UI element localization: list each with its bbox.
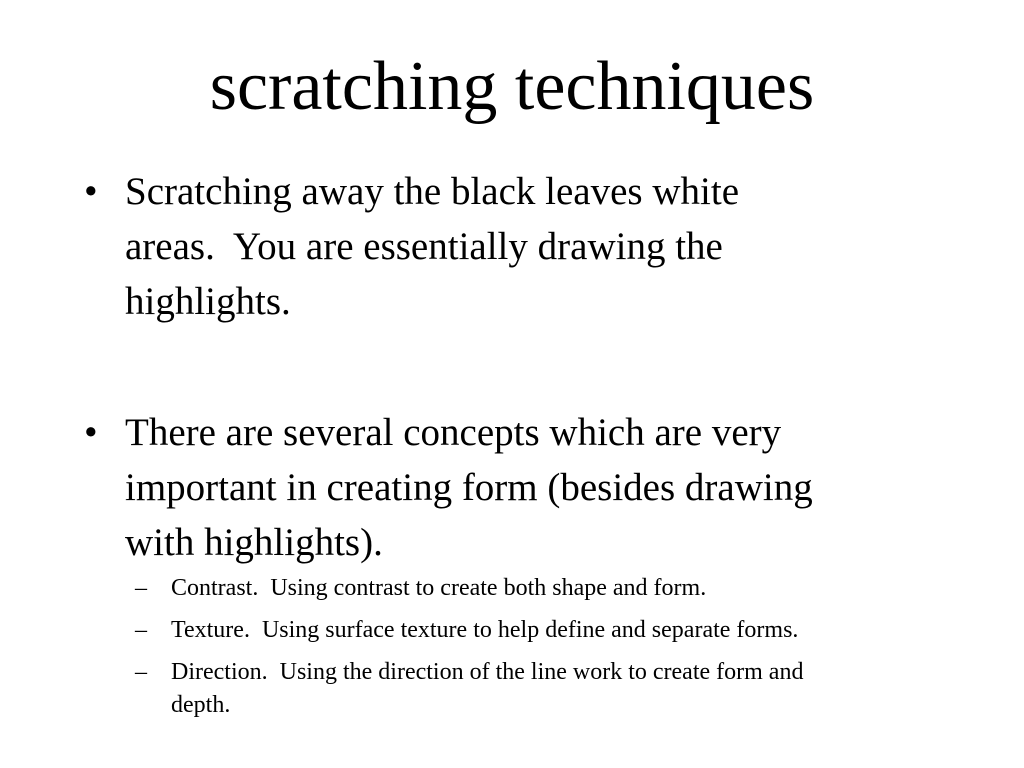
- sub-bullet-item: [135, 656, 955, 722]
- bullet-item: [84, 405, 954, 570]
- sub-bullet-marker: –: [135, 617, 147, 643]
- bullet-item: [84, 164, 954, 329]
- bullet-text: There are several concepts which are very important in creating form (besides drawing with highlights).: [125, 411, 813, 564]
- bullet-marker: •: [84, 411, 98, 454]
- bullet-text: Scratching away the black leaves white areas. You are essentially drawing the highlights.: [125, 170, 740, 323]
- sub-bullet-text: Direction. Using the direction of the line work to create form and depth.: [171, 659, 804, 718]
- sub-bullet-marker: –: [135, 659, 147, 685]
- sub-bullet-marker: –: [135, 575, 147, 601]
- bullet-marker: •: [84, 170, 98, 213]
- sub-bullet-item: [135, 614, 955, 647]
- sub-bullet-text: Contrast. Using contrast to create both shape and form.: [171, 575, 707, 601]
- sub-bullet-text: Texture. Using surface texture to help define and separate forms.: [171, 617, 799, 643]
- slide-title: scratching techniques: [209, 48, 815, 125]
- sub-bullet-item: [135, 572, 955, 605]
